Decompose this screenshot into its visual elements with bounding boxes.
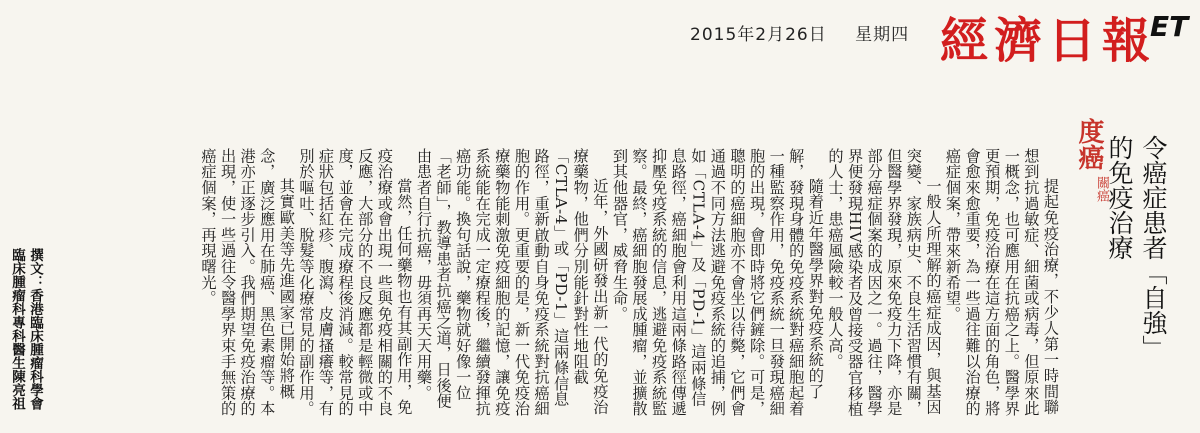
column-name: 度癌 (1074, 118, 1104, 170)
article-paragraph: 一般人所理解的癌症成因，與基因突變、家族病史、不良生活習慣有關，但醫學界發現，原來免疫力下降，亦是部分癌症個案的成因之一。過往，醫學界便發現HIV感染者及曾接受器官移植的人士，患癌風險較一般人高。 (826, 148, 943, 418)
article-headline (1102, 135, 1170, 395)
column-subtitle: 關癌 (1094, 176, 1109, 202)
article-body (40, 148, 1060, 418)
article-paragraph: 提起免疫治療，不少人第一時間聯想到抗過敏症、細菌或病毒，但原來此一概念，也可應用在抗癌之上。醫學界更預期，免疫治療在這方面的角色，將會愈來愈重要，為一些過往難以治療的癌症個案，帶來新希望。 (944, 148, 1060, 417)
article-paragraph: 近年，外國研發出新一代的免疫治療藥物，他們分別能針對性地阻截「CTLA-4」或「PD-1」這兩條信息路徑，重新啟動自身免疫系統對抗癌細胞的作用。更重要的是，新一代免疫治療藥物能刺激免疫細胞的記憶，讓免疫系統能在完成一定療程後，繼續發揮抗癌功能。換句話說，藥物就好像一位「老師」，教導患者抗癌之道，日後便由患者自行抗癌，毋須再天天用藥。 (415, 148, 610, 417)
headline-line-2: 的免疫治療 (1105, 135, 1134, 260)
article-paragraph: 其實歐美等先進國家已開始將概念，廣泛應用在肺癌、黑色素瘤等。本港亦正逐步引入。我們期望免疫治療的出現，使一些過往令醫學界束手無策的癌症個案，再現曙光。 (199, 148, 296, 417)
newspaper-logo: ET (1150, 10, 1189, 43)
article-byline (8, 248, 44, 418)
newspaper-masthead: 經濟日報 (940, 13, 1157, 69)
byline-line-1: 撰文：香港臨床腫瘤科學會 (27, 248, 43, 410)
article-paragraph: 隨着近年醫學界對免疫系統的了解，發現身體的免疫系統對癌細胞起着一種監察作用，免疫系統一旦發現癌細胞的出現，會即時將它們鏟除。可是，聰明的癌細胞亦不會坐以待斃，它們會通過不同方法逃避免疫系統的追捕，例如「CTLA-4」及「PD-1」這兩條信息路徑，癌細胞會利用這兩條路徑傳遞抑壓免疫系統的信息，逃避免疫系統監察。最終，癌細胞發展成腫瘤，並擴散到其他器官，威脅生命。 (610, 148, 825, 417)
weekday-text: 星期四 (855, 25, 910, 45)
byline-line-2: 臨床腫瘤科專科醫生陳亮祖 (9, 248, 25, 410)
article-paragraph: 當然，任何藥物也有其副作用，免疫治療或會出現一些與免疫相關的不良反應，大部分的不良反應都是輕微或中度，並會在完成療程後消減。較常見的症狀包括紅疹、腹瀉、皮膚搔癢等，有別於嘔吐、脫髮等化療常見的副作用。 (297, 148, 414, 417)
date-text: 2015年2月26日 (690, 25, 827, 45)
headline-line-1: 令癌症患者「自強」 (1139, 135, 1168, 360)
publication-date (690, 20, 931, 45)
